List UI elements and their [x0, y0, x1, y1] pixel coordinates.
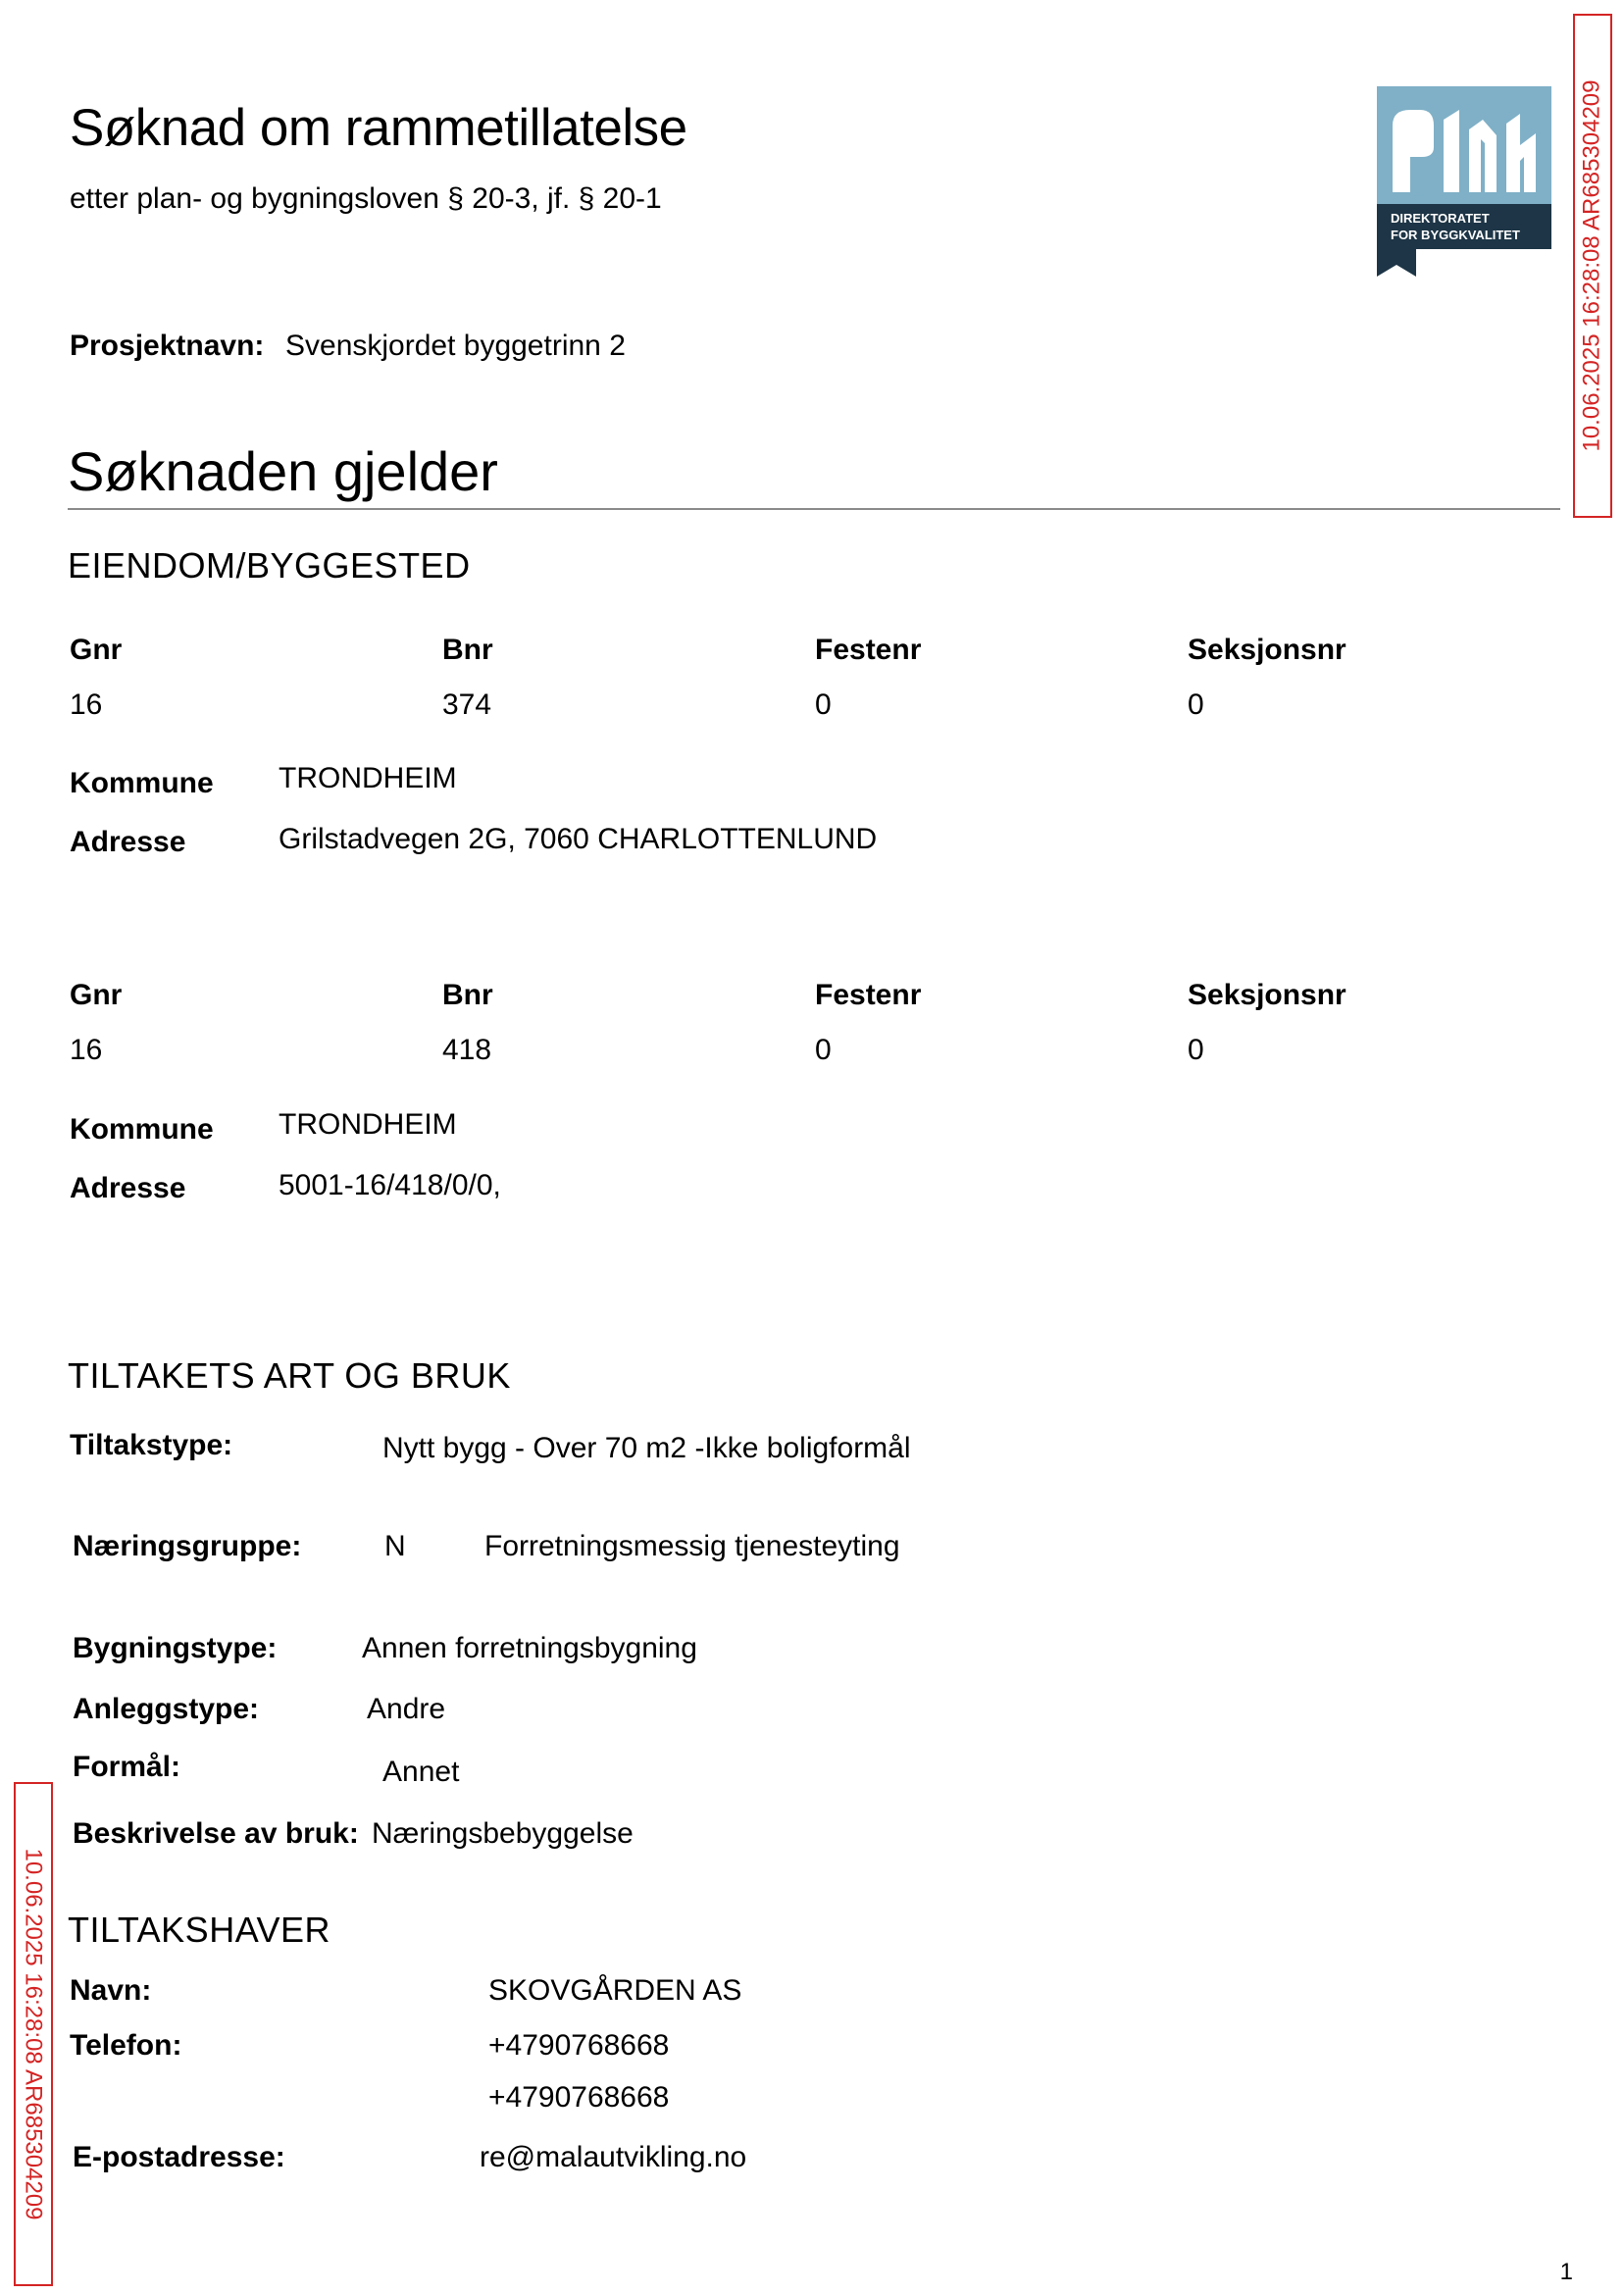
property-festenr: 0 — [815, 688, 832, 721]
col-seksjonsnr-header: Seksjonsnr — [1188, 979, 1346, 1011]
property-bnr: 418 — [442, 1034, 492, 1066]
telefon-label: Telefon: — [70, 2029, 182, 2062]
stamp-text: 10.06.2025 16:28:08 AR685304209 — [1579, 79, 1605, 452]
col-bnr-header: Bnr — [442, 634, 493, 666]
adresse-label: Adresse — [70, 1172, 186, 1204]
tiltak-heading: TILTAKETS ART OG BRUK — [68, 1355, 511, 1396]
property-gnr: 16 — [70, 1034, 103, 1066]
document-subtitle: etter plan- og bygningsloven § 20-3, jf. § 20-1 — [70, 182, 662, 215]
adresse-value: Grilstadvegen 2G, 7060 CHARLOTTENLUND — [279, 823, 878, 855]
timestamp-stamp-top — [1573, 14, 1612, 518]
document-title: Søknad om rammetillatelse — [70, 99, 687, 157]
timestamp-stamp-bottom — [14, 1782, 53, 2286]
col-gnr-header: Gnr — [70, 979, 123, 1011]
tiltakstype-value: Nytt bygg - Over 70 m2 -Ikke boligformål — [382, 1432, 911, 1464]
logo-text-line1: DIREKTORATET — [1391, 211, 1490, 226]
section-heading: Søknaden gjelder — [68, 440, 498, 502]
col-seksjonsnr-header: Seksjonsnr — [1188, 634, 1346, 666]
anleggstype-value: Andre — [367, 1693, 446, 1725]
col-festenr-header: Festenr — [815, 979, 922, 1011]
project-name-value: Svenskjordet byggetrinn 2 — [285, 330, 626, 362]
naeringsgruppe-code: N — [384, 1530, 406, 1562]
anleggstype-label: Anleggstype: — [73, 1693, 260, 1725]
eiendom-heading: EIENDOM/BYGGESTED — [68, 545, 471, 586]
telefon-value: +4790768668 — [488, 2029, 670, 2062]
kommune-value: TRONDHEIM — [279, 1108, 457, 1141]
logo-text-line2: FOR BYGGKVALITET — [1391, 228, 1520, 242]
formal-value: Annet — [382, 1756, 460, 1788]
property-bnr: 374 — [442, 688, 492, 721]
navn-value: SKOVGÅRDEN AS — [488, 1974, 742, 2007]
bygningstype-label: Bygningstype: — [73, 1632, 278, 1664]
property-seksjonsnr: 0 — [1188, 1034, 1204, 1066]
property-seksjonsnr: 0 — [1188, 688, 1204, 721]
beskrivelse-value: Næringsbebyggelse — [372, 1817, 634, 1850]
tiltakstype-label: Tiltakstype: — [70, 1429, 233, 1461]
epost-label: E-postadresse: — [73, 2141, 285, 2173]
kommune-label: Kommune — [70, 1113, 214, 1146]
property-gnr: 16 — [70, 688, 103, 721]
naeringsgruppe-label: Næringsgruppe: — [73, 1530, 302, 1562]
adresse-value: 5001-16/418/0/0, — [279, 1169, 501, 1201]
telefon-value-2: +4790768668 — [488, 2081, 670, 2114]
bygningstype-value: Annen forretningsbygning — [362, 1632, 697, 1664]
col-bnr-header: Bnr — [442, 979, 493, 1011]
epost-value: re@malautvikling.no — [480, 2141, 747, 2173]
kommune-value: TRONDHEIM — [279, 762, 457, 794]
col-gnr-header: Gnr — [70, 634, 123, 666]
kommune-label: Kommune — [70, 767, 214, 799]
stamp-text: 10.06.2025 16:28:08 AR685304209 — [21, 1848, 47, 2220]
adresse-label: Adresse — [70, 826, 186, 858]
formal-label: Formål: — [73, 1751, 181, 1783]
beskrivelse-label: Beskrivelse av bruk: — [73, 1817, 359, 1850]
col-festenr-header: Festenr — [815, 634, 922, 666]
tiltakshaver-heading: TILTAKSHAVER — [68, 1910, 331, 1950]
page-number: 1 — [1559, 2259, 1573, 2285]
property-festenr: 0 — [815, 1034, 832, 1066]
dibk-logo — [1377, 86, 1551, 277]
navn-label: Navn: — [70, 1974, 152, 2007]
naeringsgruppe-value: Forretningsmessig tjenesteyting — [484, 1530, 900, 1562]
project-name-label: Prosjektnavn: — [70, 330, 265, 362]
section-divider — [68, 508, 1560, 510]
